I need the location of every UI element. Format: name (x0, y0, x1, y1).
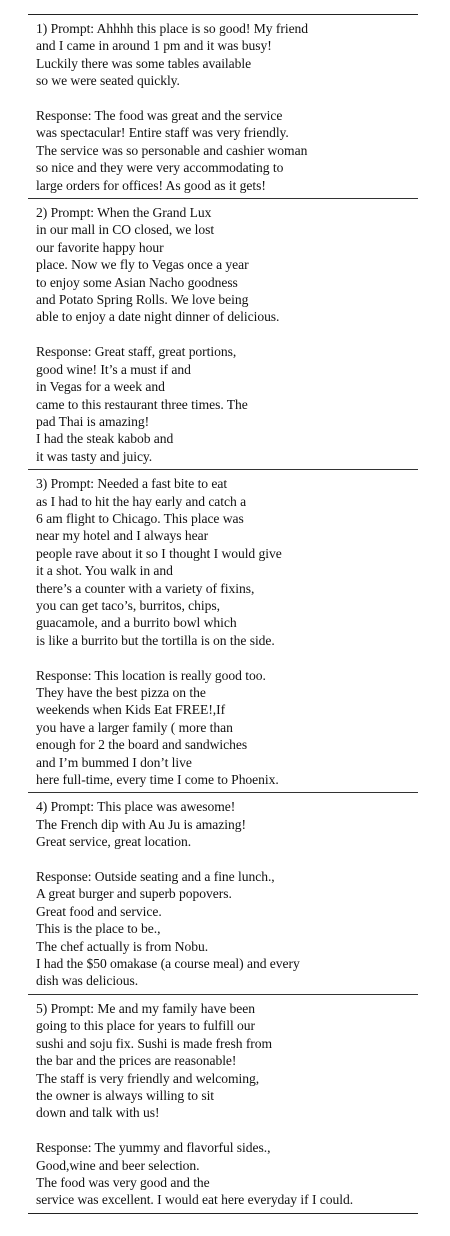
prompt-line: going to this place for years to fulfill our (36, 1018, 256, 1034)
response-line: pad Thai is amazing! (36, 413, 150, 429)
blank-line (36, 326, 418, 343)
prompt-line: there’s a counter with a variety of fixins, (36, 580, 255, 596)
response-line: Response: This location is really good too. (36, 667, 266, 683)
prompt-block (36, 798, 418, 850)
prompt-line: 5) Prompt: Me and my family have been (36, 1000, 255, 1016)
response-line: weekends when Kids Eat FREE!,If (36, 702, 226, 718)
prompt-line: is like a burrito but the tortilla is on the side. (36, 632, 275, 648)
response-line: This is the place to be., (36, 921, 161, 937)
response-line: A great burger and superb popovers. (36, 886, 232, 902)
prompt-line: able to enjoy a date night dinner of delicious. (36, 309, 280, 325)
response-line: The service was so personable and cashier woman (36, 142, 308, 158)
prompt-line: you can get taco’s, burritos, chips, (36, 597, 220, 613)
table-row (28, 199, 418, 469)
response-block (36, 343, 418, 465)
response-line: Great food and service. (36, 903, 162, 919)
blank-line (36, 649, 418, 666)
response-line: large orders for offices! As good as it gets! (36, 177, 266, 193)
prompt-line: in our mall in CO closed, we lost (36, 222, 215, 238)
response-line: The chef actually is from Nobu. (36, 938, 209, 954)
prompt-block (36, 20, 418, 90)
table-row (28, 15, 418, 198)
prompt-line: Luckily there was some tables available (36, 55, 252, 71)
response-line: I had the steak kabob and (36, 431, 174, 447)
blank-line (36, 1122, 418, 1139)
blank-line (36, 90, 418, 107)
prompt-line: 1) Prompt: Ahhhh this place is so good! My friend (36, 21, 309, 36)
prompt-line: the owner is always willing to sit (36, 1087, 215, 1103)
prompt-line: and I came in around 1 pm and it was busy! (36, 38, 272, 54)
prompt-line: and Potato Spring Rolls. We love being (36, 292, 249, 308)
prompt-line: to enjoy some Asian Nacho goodness (36, 274, 238, 290)
response-line: Response: The yummy and flavorful sides., (36, 1140, 271, 1156)
response-line: They have the best pizza on the (36, 684, 206, 700)
response-block (36, 868, 418, 990)
response-line: Good,wine and beer selection. (36, 1157, 200, 1173)
table-row (28, 995, 418, 1213)
prompt-line: sushi and soju fix. Sushi is made fresh from (36, 1035, 273, 1051)
response-line: you have a larger family ( more than (36, 719, 233, 735)
response-line: dish was delicious. (36, 973, 139, 989)
response-line: and I’m bummed I don’t live (36, 754, 192, 770)
prompt-block (36, 1000, 418, 1122)
response-line: service was excellent. I would eat here everyday if I could. (36, 1192, 354, 1208)
response-line: Response: Outside seating and a fine lunch., (36, 869, 275, 885)
prompt-line: place. Now we fly to Vegas once a year (36, 257, 249, 273)
response-line: Response: Great staff, great portions, (36, 344, 237, 360)
response-line: enough for 2 the board and sandwiches (36, 737, 248, 753)
prompt-line: so we were seated quickly. (36, 73, 180, 89)
response-line: The food was very good and the (36, 1174, 210, 1190)
response-line: came to this restaurant three times. The (36, 396, 248, 412)
prompt-line: our favorite happy hour (36, 239, 164, 255)
prompt-line: 2) Prompt: When the Grand Lux (36, 205, 212, 221)
response-line: it was tasty and juicy. (36, 448, 153, 464)
examples-table (28, 14, 418, 1214)
blank-line (36, 851, 418, 868)
response-block (36, 667, 418, 789)
response-line: I had the $50 omakase (a course meal) and every (36, 956, 300, 972)
response-line: Response: The food was great and the service (36, 108, 283, 124)
table-row (28, 793, 418, 993)
prompt-line: people rave about it so I thought I would give (36, 545, 282, 561)
table-row (28, 470, 418, 792)
prompt-block (36, 204, 418, 326)
prompt-line: guacamole, and a burrito bowl which (36, 615, 237, 631)
response-line: so nice and they were very accommodating to (36, 160, 284, 176)
prompt-line: Great service, great location. (36, 834, 192, 850)
response-block (36, 107, 418, 194)
prompt-line: The staff is very friendly and welcoming, (36, 1070, 260, 1086)
response-line: in Vegas for a week and (36, 379, 165, 395)
bottom-rule (28, 1213, 418, 1214)
prompt-line: as I had to hit the hay early and catch a (36, 493, 247, 509)
response-line: was spectacular! Entire staff was very friendly. (36, 125, 289, 141)
response-block (36, 1139, 418, 1209)
prompt-line: it a shot. You walk in and (36, 563, 173, 579)
prompt-line: 6 am flight to Chicago. This place was (36, 510, 244, 526)
response-line: here full-time, every time I come to Phoenix. (36, 772, 279, 788)
prompt-line: 4) Prompt: This place was awesome! (36, 799, 236, 815)
prompt-block (36, 475, 418, 649)
prompt-line: the bar and the prices are reasonable! (36, 1053, 237, 1069)
table-body (28, 15, 418, 1213)
prompt-line: down and talk with us! (36, 1105, 160, 1121)
prompt-line: The French dip with Au Ju is amazing! (36, 816, 246, 832)
prompt-line: 3) Prompt: Needed a fast bite to eat (36, 476, 228, 492)
prompt-line: near my hotel and I always hear (36, 528, 209, 544)
response-line: good wine! It’s a must if and (36, 361, 191, 377)
